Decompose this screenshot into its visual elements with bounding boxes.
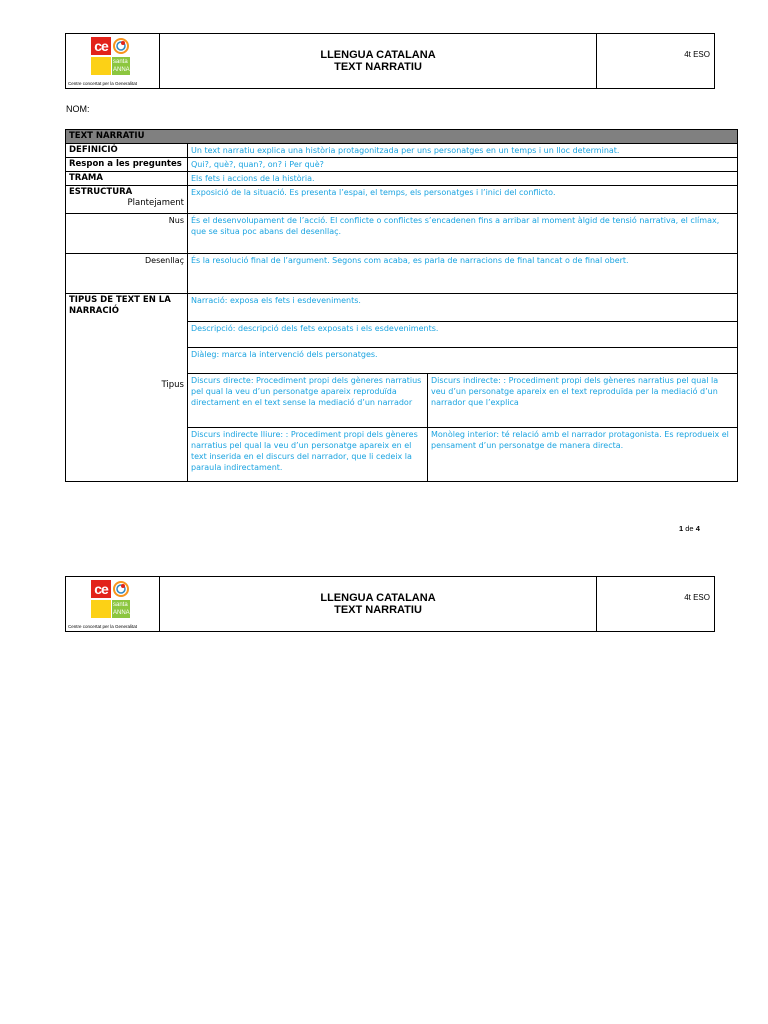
respon-label: Respon a les preguntes bbox=[66, 158, 188, 172]
header-title-line1: LLENGUA CATALANA bbox=[320, 592, 436, 604]
table-row bbox=[66, 172, 738, 186]
header-title bbox=[160, 577, 597, 631]
desenllac-label: Desenllaç bbox=[66, 254, 188, 294]
plantejament-label: Plantejament bbox=[127, 198, 184, 208]
table-row bbox=[66, 186, 738, 214]
discurs-lliure-text: Discurs indirecte lliure: : Procediment propi dels gèneres narratius pel qual la veu d’un personatge apareix en el text inserida en el discurs del narrador, que li cedeix la paraula indirectament. bbox=[188, 428, 428, 482]
logo-caption: Centre concertat per la Generalitat bbox=[68, 624, 138, 629]
monoleg-text: Monòleg interior: té relació amb el narrador protagonista. Es reprodueix el pensament d’un personatge de manera directa. bbox=[428, 428, 738, 482]
emblem-icon bbox=[112, 580, 130, 598]
table-row bbox=[66, 294, 738, 322]
tipus-label: TIPUS DE TEXT EN LA NARRACIÓ bbox=[69, 295, 171, 316]
header-title-line1: LLENGUA CATALANA bbox=[320, 49, 436, 61]
table-heading: TEXT NARRATIU bbox=[66, 130, 738, 144]
nus-text: És el desenvolupament de l’acció. El conflicte o conflictes s’encadenen fins a arribar al moment àlgid de tensió narrativa, el clímax, que se situa poc abans del desenllaç. bbox=[188, 214, 738, 254]
nus-label: Nus bbox=[66, 214, 188, 254]
desenllac-text: És la resolució final de l’argument. Segons com acaba, es parla de narracions de final tancat o de final obert. bbox=[188, 254, 738, 294]
discurs-indirecte-text: Discurs indirecte: : Procediment propi dels gèneres narratius pel qual la veu d’un personatge apareix en el text reproduïda per la mediació d’un narrador que l’explica bbox=[428, 374, 738, 428]
trama-label: TRAMA bbox=[66, 172, 188, 186]
trama-text: Els fets i accions de la història. bbox=[188, 172, 738, 186]
header-title-line2: TEXT NARRATIU bbox=[334, 61, 422, 73]
table-row bbox=[66, 214, 738, 254]
definicio-label: DEFINICIÓ bbox=[66, 144, 188, 158]
tipus-sub-label: Tipus bbox=[161, 380, 184, 390]
table-row bbox=[66, 158, 738, 172]
narracio-text: Narració: exposa els fets i esdeveniments. bbox=[188, 294, 738, 322]
logo-ce: ce bbox=[91, 37, 111, 55]
header-grade: 4t ESO bbox=[684, 50, 710, 59]
dialeg-text: Diàleg: marca la intervenció dels personatges. bbox=[188, 348, 738, 374]
logo-caption: Centre concertat per la Generalitat bbox=[68, 81, 138, 86]
school-logo-cell bbox=[66, 577, 160, 631]
emblem-icon bbox=[112, 37, 130, 55]
narrative-text-table bbox=[65, 129, 738, 482]
respon-text: Qui?, què?, quan?, on? i Per què? bbox=[188, 158, 738, 172]
page-current: 1 bbox=[679, 524, 684, 533]
page-number bbox=[679, 524, 700, 533]
logo-ce: ce bbox=[91, 580, 111, 598]
definicio-text: Un text narratiu explica una història protagonitzada per uns personatges en un temps i un lloc determinat. bbox=[188, 144, 738, 158]
page-total: 4 bbox=[695, 524, 700, 533]
table-row bbox=[66, 254, 738, 294]
descripcio-text: Descripció: descripció dels fets exposats i els esdeveniments. bbox=[188, 322, 738, 348]
school-logo bbox=[91, 580, 131, 618]
table-row bbox=[66, 144, 738, 158]
page-sep: de bbox=[685, 524, 694, 533]
page-header bbox=[65, 33, 715, 89]
school-logo-cell bbox=[66, 34, 160, 88]
school-logo bbox=[91, 37, 131, 75]
estructura-label: ESTRUCTURA bbox=[69, 187, 133, 197]
tipus-cell bbox=[66, 294, 188, 482]
logo-santa-anna: santa ANNA bbox=[113, 602, 130, 616]
name-field-label: NOM: bbox=[66, 104, 90, 114]
table-heading-row bbox=[66, 130, 738, 144]
header-title-line2: TEXT NARRATIU bbox=[334, 604, 422, 616]
discurs-directe-text: Discurs directe: Procediment propi dels gèneres narratius pel qual la veu d’un personatge apareix reproduïda directament en el text sense la mediació d’un narrador bbox=[188, 374, 428, 428]
plantejament-text: Exposició de la situació. Es presenta l’espai, el temps, els personatges i l’inici del conflicto. bbox=[188, 186, 738, 214]
logo-yellow-block bbox=[91, 600, 111, 618]
page-header bbox=[65, 576, 715, 632]
logo-santa-anna: santa ANNA bbox=[113, 59, 130, 73]
estructura-cell bbox=[66, 186, 188, 214]
logo-yellow-block bbox=[91, 57, 111, 75]
header-grade: 4t ESO bbox=[684, 593, 710, 602]
header-title bbox=[160, 34, 597, 88]
